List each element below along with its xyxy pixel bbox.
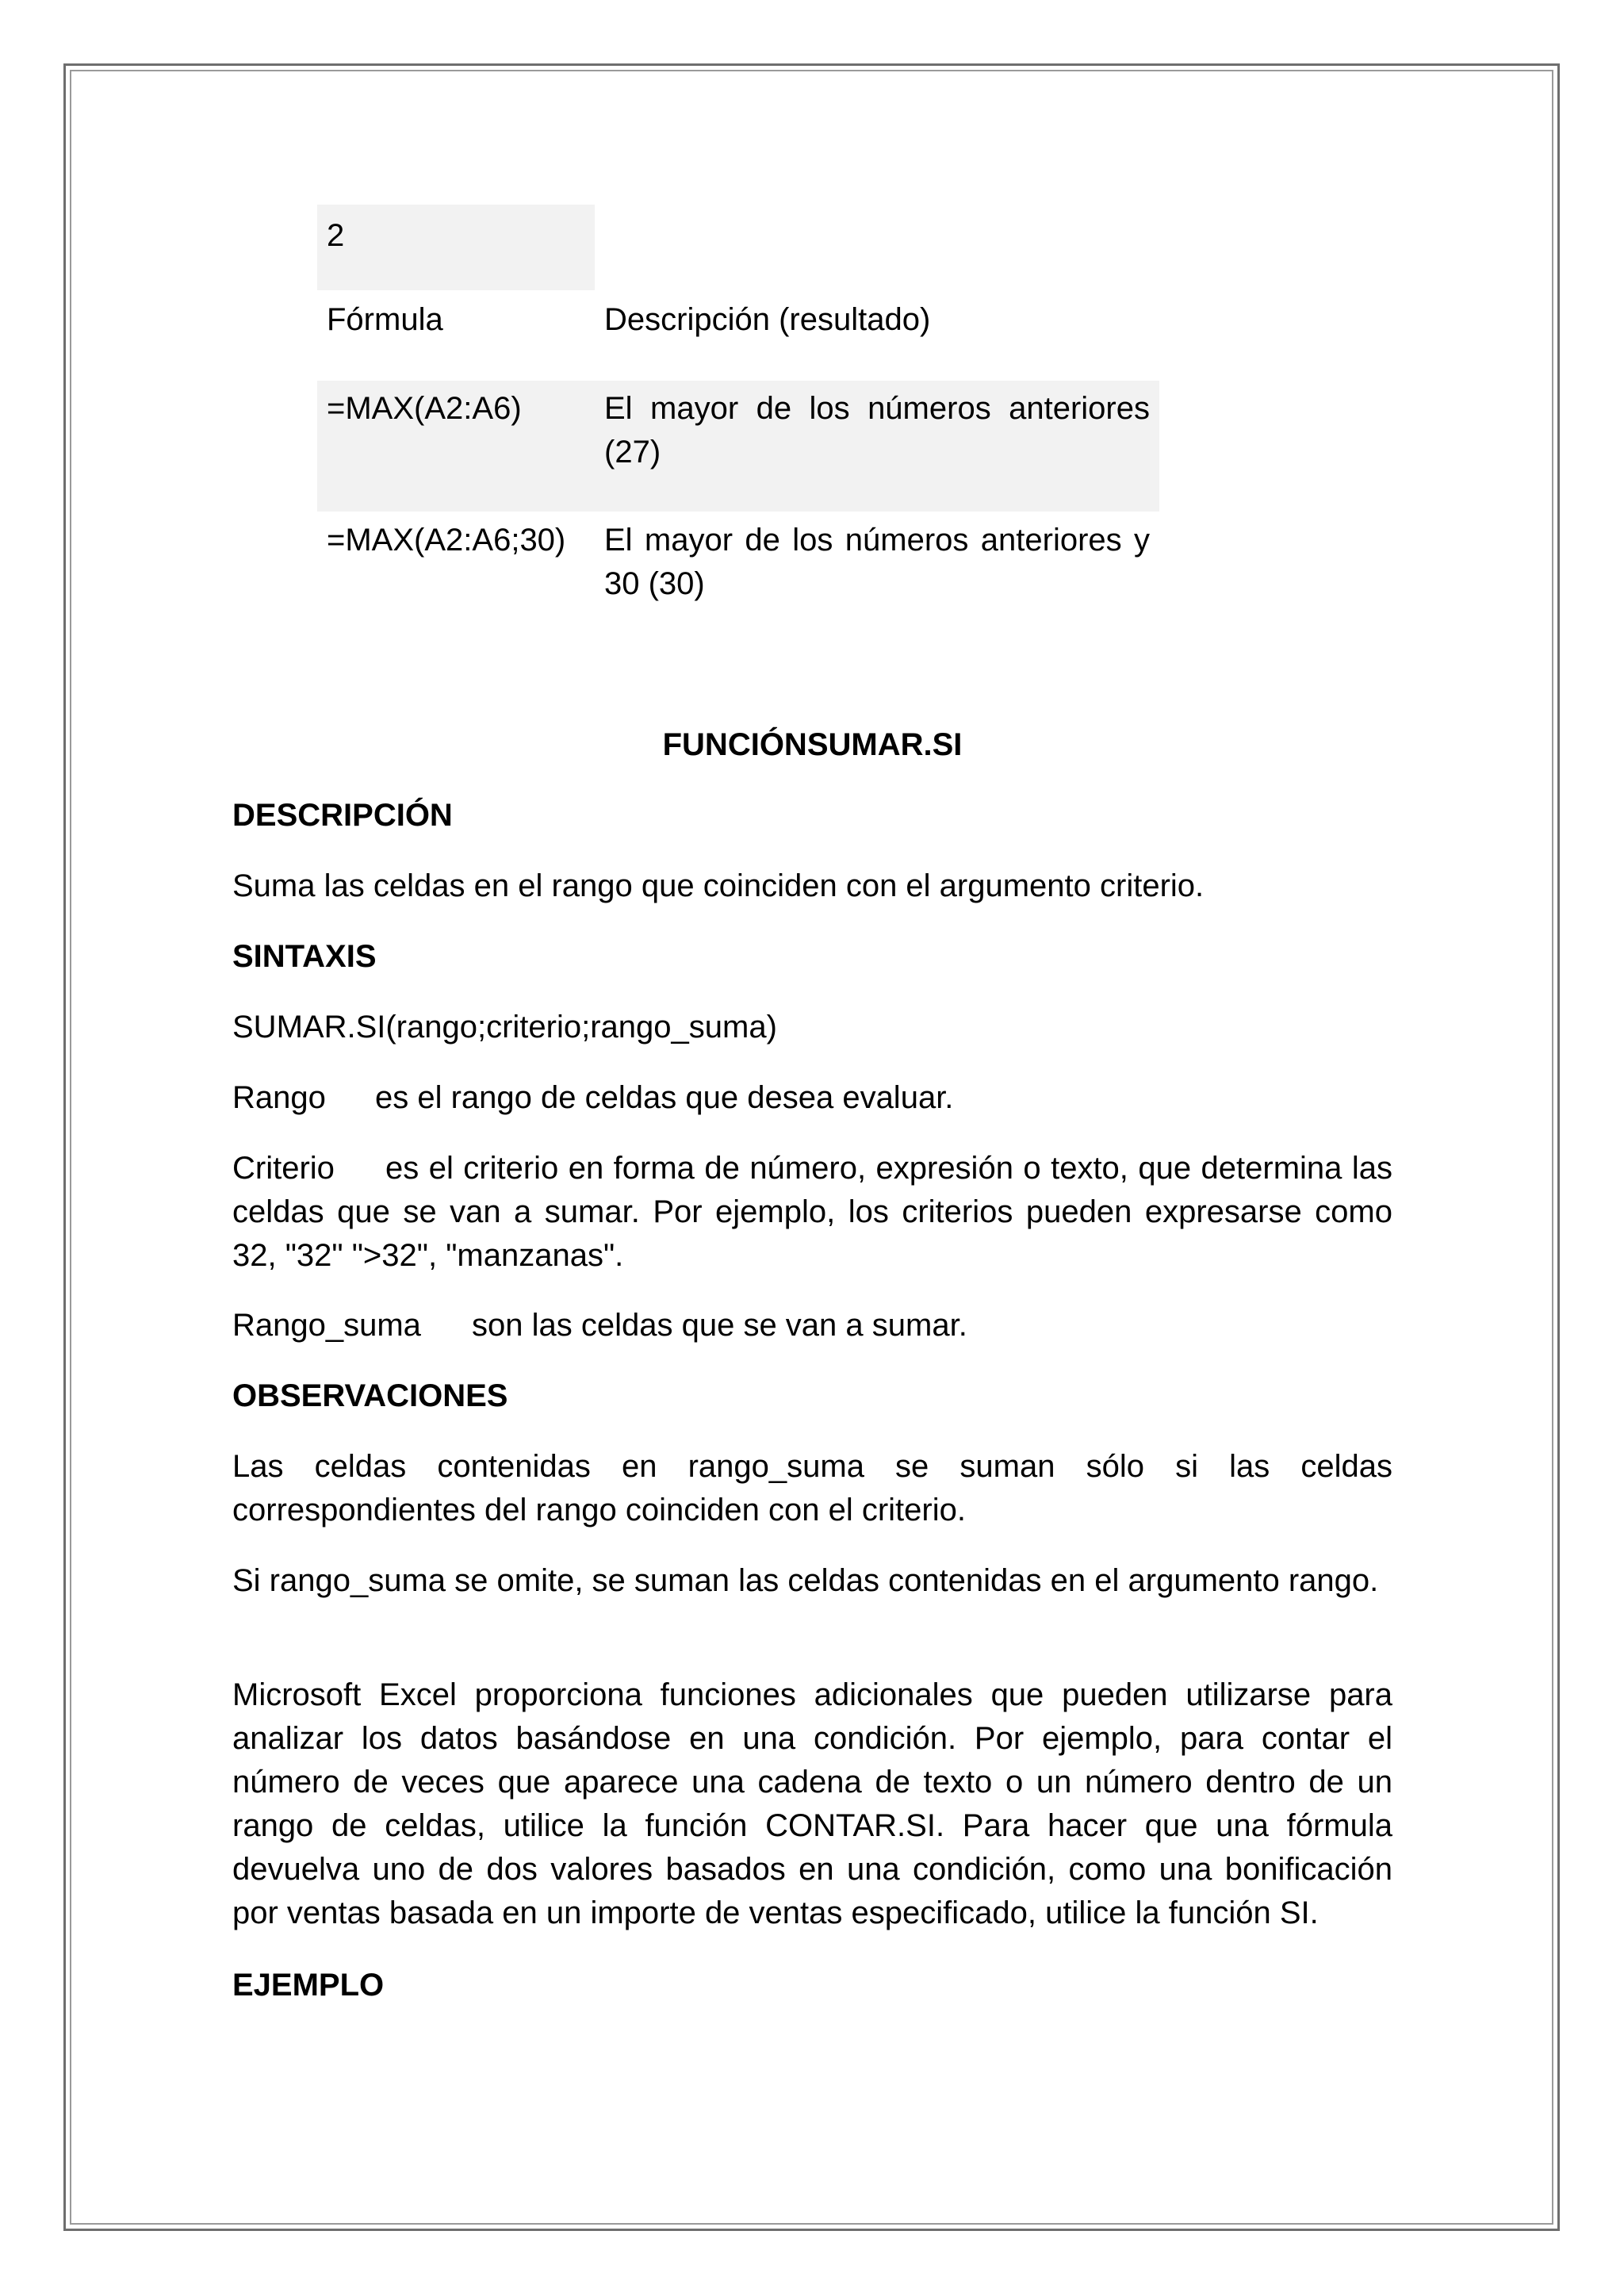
sintaxis-heading: SINTAXIS xyxy=(232,939,377,974)
ejemplo-heading: EJEMPLO xyxy=(232,1968,385,2003)
arg-text: es el rango de celdas que desea evaluar. xyxy=(375,1080,954,1115)
syntax-line: SUMAR.SI(rango;criterio;rango_suma) xyxy=(232,1010,777,1045)
observaciones-paragraph: Microsoft Excel proporciona funciones adicionales que pueden utilizarse para analizar los datos basándose en una condición. Por ejemplo, para contar el número de veces que aparece una cadena de texto o un número dentro de un rango de celdas, utilice la función CONTAR.SI. Para hacer que una fórmula devuelva uno de dos valores basados en una condición, como una bonificación por ventas basada en un importe de ventas especificado, utilice la función SI. xyxy=(232,1677,1392,1930)
table-top-cell: 2 xyxy=(317,205,595,290)
arg-term: Rango_suma xyxy=(232,1308,421,1343)
arg-criterio xyxy=(232,1147,1392,1278)
arg-text: es el criterio en forma de número, expresión o texto, que determina las celdas que se van a sumar. Por ejemplo, los criterios pueden expresarse como 32, "32" ">32", "manzanas". xyxy=(232,1151,1392,1273)
table-header-description: Descripción (resultado) xyxy=(604,302,931,337)
table-header-formula: Fórmula xyxy=(327,302,443,337)
arg-text: son las celdas que se van a sumar. xyxy=(472,1308,967,1343)
section-title: FUNCIÓNSUMAR.SI xyxy=(662,727,963,762)
descripcion-heading: DESCRIPCIÓN xyxy=(232,798,453,833)
table-row-2-formula: =MAX(A2:A6;30) xyxy=(327,523,566,558)
arg-rango-suma xyxy=(232,1304,1392,1347)
observaciones-heading: OBSERVACIONES xyxy=(232,1378,508,1413)
arg-term: Criterio xyxy=(232,1151,335,1186)
descripcion-text: Suma las celdas en el rango que coinciden con el argumento criterio. xyxy=(232,868,1205,903)
arg-term: Rango xyxy=(232,1080,326,1115)
observaciones-paragraph: Si rango_suma se omite, se suman las celdas contenidas en el argumento rango. xyxy=(232,1563,1379,1598)
arg-rango xyxy=(232,1076,1392,1120)
observaciones-paragraph: Las celdas contenidas en rango_suma se suman sólo si las celdas correspondientes del rango coinciden con el criterio. xyxy=(232,1449,1392,1527)
table-row-2-description: El mayor de los números anteriores y 30 (30) xyxy=(604,523,1150,601)
table-row-1-formula: =MAX(A2:A6) xyxy=(327,391,522,426)
table-row-1-description: El mayor de los números anteriores (27) xyxy=(604,391,1150,470)
